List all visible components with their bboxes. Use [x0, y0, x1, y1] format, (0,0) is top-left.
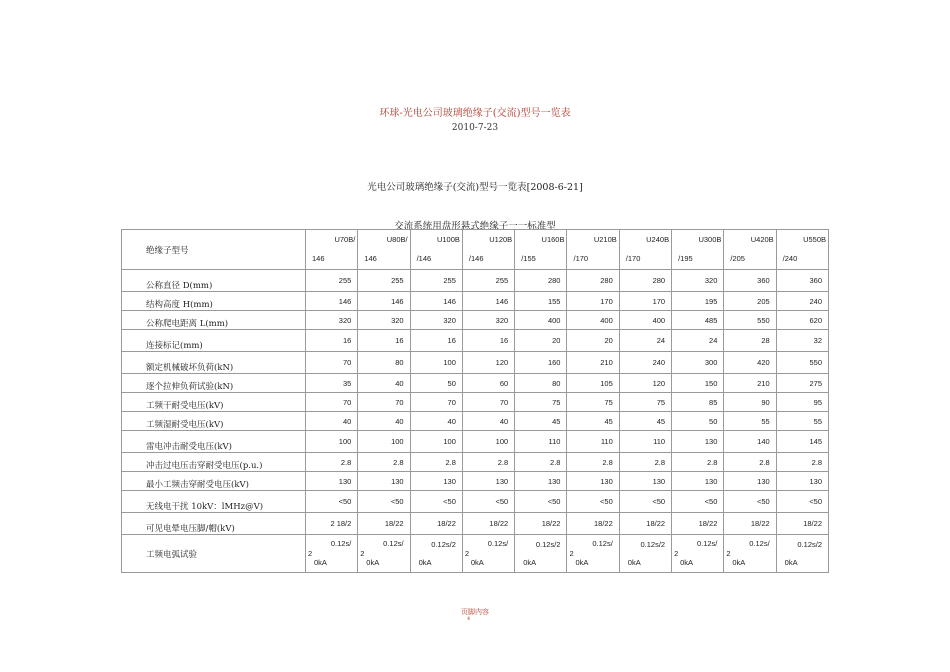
- table-cell: 420: [724, 352, 776, 374]
- table-cell: 320: [672, 270, 724, 292]
- model-name: U160B: [541, 235, 565, 244]
- table-cell: 146: [358, 292, 410, 311]
- table-cell: 70: [410, 393, 462, 412]
- table-row: [122, 292, 829, 311]
- model-suffix: 146: [312, 254, 325, 263]
- model-name: U300B: [698, 235, 722, 244]
- table-cell: 146: [306, 292, 358, 311]
- row-label: 连接标记(mm): [122, 330, 306, 352]
- table-row: [122, 270, 829, 292]
- table-cell: 55: [724, 412, 776, 431]
- table-cell: 120: [619, 374, 671, 393]
- table-cell: 18/22: [462, 513, 514, 535]
- table-caption: 交流系统用盘形悬式绝缘子一一标准型: [394, 221, 556, 232]
- arc-current: 0kA: [680, 558, 694, 567]
- row-label: 结构高度 H(mm): [122, 292, 306, 311]
- row-label: 工频电弧试验: [122, 535, 306, 573]
- table-cell: 105: [567, 374, 619, 393]
- table-cell: 18/22: [515, 513, 567, 535]
- table-cell: 24: [672, 330, 724, 352]
- table-cell: 40: [410, 412, 462, 431]
- table-cell: 100: [410, 431, 462, 453]
- table-cell: 2.8: [462, 453, 514, 472]
- table-row: [122, 491, 829, 513]
- table-cell: 195: [672, 292, 724, 311]
- model-name: U420B: [750, 235, 774, 244]
- table-cell: 146: [410, 292, 462, 311]
- table-subtitle: 光电公司玻璃绝缘子(交流)型号一览表[2008-6-21]: [367, 182, 583, 193]
- arc-current: 0kA: [470, 558, 484, 567]
- table-row: [122, 330, 829, 352]
- model-header-cell: [306, 230, 358, 270]
- table-cell: 100: [358, 431, 410, 453]
- arc-duration: 0.12s/2: [797, 539, 822, 549]
- page-footer: 页脚内容: [461, 608, 489, 616]
- model-name: U100B: [436, 235, 460, 244]
- table-cell: 240: [619, 352, 671, 374]
- table-cell: 130: [724, 472, 776, 491]
- table-cell: 130: [515, 472, 567, 491]
- table-cell: [462, 535, 514, 573]
- model-suffix: /240: [782, 254, 798, 263]
- table-cell: [776, 535, 828, 573]
- table-cell: 18/22: [776, 513, 828, 535]
- arc-prefix: 2: [726, 549, 731, 558]
- table-cell: 60: [462, 374, 514, 393]
- table-cell: 2.8: [358, 453, 410, 472]
- table-cell: 18/22: [619, 513, 671, 535]
- table-cell: 24: [619, 330, 671, 352]
- arc-prefix: 2: [360, 549, 365, 558]
- table-cell: [567, 535, 619, 573]
- table-cell: 2.8: [619, 453, 671, 472]
- table-cell: <50: [358, 491, 410, 513]
- table-cell: <50: [567, 491, 619, 513]
- document-title: 环球-光电公司玻璃绝缘子(交流)型号一览表: [379, 108, 571, 119]
- arc-duration: 0.12s/2: [535, 539, 561, 549]
- table-cell: 360: [776, 270, 828, 292]
- table-cell: 255: [306, 270, 358, 292]
- model-name: U70B/: [334, 235, 356, 244]
- table-cell: 16: [306, 330, 358, 352]
- table-cell: 18/22: [724, 513, 776, 535]
- table-cell: 320: [306, 311, 358, 330]
- table-cell: 130: [619, 472, 671, 491]
- row-label: 雷电冲击耐受电压(kV): [122, 431, 306, 453]
- table-cell: 280: [567, 270, 619, 292]
- table-cell: 35: [306, 374, 358, 393]
- table-cell: <50: [515, 491, 567, 513]
- table-cell: 255: [358, 270, 410, 292]
- table-cell: 620: [776, 311, 828, 330]
- table-cell: 400: [567, 311, 619, 330]
- table-cell: <50: [724, 491, 776, 513]
- row-label: 可见电晕电压脚/帽(kV): [122, 513, 306, 535]
- table-cell: <50: [672, 491, 724, 513]
- table-cell: 16: [462, 330, 514, 352]
- table-cell: 55: [776, 412, 828, 431]
- table-cell: 2.8: [410, 453, 462, 472]
- table-cell: <50: [619, 491, 671, 513]
- document-date: 2010-7-23: [451, 123, 499, 133]
- table-cell: 300: [672, 352, 724, 374]
- table-cell: 400: [619, 311, 671, 330]
- table-cell: <50: [306, 491, 358, 513]
- model-suffix: /170: [625, 254, 641, 263]
- table-cell: <50: [462, 491, 514, 513]
- arc-duration: 0.12s/: [749, 539, 770, 548]
- model-suffix: /146: [468, 254, 484, 263]
- table-cell: 85: [672, 393, 724, 412]
- table-cell: 140: [724, 431, 776, 453]
- table-cell: 130: [776, 472, 828, 491]
- table-cell: 20: [515, 330, 567, 352]
- table-cell: 130: [672, 431, 724, 453]
- table-cell: 130: [410, 472, 462, 491]
- table-row: [122, 453, 829, 472]
- row-label: 工频干耐受电压(kV): [122, 393, 306, 412]
- model-header-cell: [619, 230, 671, 270]
- row-label: 额定机械破坏负荷(kN): [122, 352, 306, 374]
- table-cell: 18/22: [672, 513, 724, 535]
- table-cell: 80: [358, 352, 410, 374]
- table-row: [122, 374, 829, 393]
- table-cell: 170: [619, 292, 671, 311]
- insulator-spec-table: [121, 229, 829, 573]
- table-cell: 2.8: [306, 453, 358, 472]
- table-cell: 45: [567, 412, 619, 431]
- table-cell: 95: [776, 393, 828, 412]
- table-cell: 100: [462, 431, 514, 453]
- table-cell: 90: [724, 393, 776, 412]
- table-cell: 16: [358, 330, 410, 352]
- model-header-cell: [515, 230, 567, 270]
- table-cell: 2 18/2: [306, 513, 358, 535]
- table-row: [122, 393, 829, 412]
- table-cell: 145: [776, 431, 828, 453]
- table-cell: [358, 535, 410, 573]
- table-cell: 110: [619, 431, 671, 453]
- table-cell: 170: [567, 292, 619, 311]
- table-cell: 70: [306, 352, 358, 374]
- table-row: [122, 513, 829, 535]
- table-cell: 255: [462, 270, 514, 292]
- table-cell: 280: [619, 270, 671, 292]
- model-suffix: /146: [416, 254, 432, 263]
- table-cell: 70: [358, 393, 410, 412]
- table-cell: 70: [462, 393, 514, 412]
- table-cell: 146: [462, 292, 514, 311]
- table-cell: 40: [358, 374, 410, 393]
- table-cell: 160: [515, 352, 567, 374]
- arc-duration: 0.12s/: [487, 539, 509, 548]
- model-suffix: /170: [573, 254, 589, 263]
- arc-duration: 0.12s/2: [640, 539, 666, 549]
- model-suffix: /195: [678, 254, 693, 263]
- arc-current: 0kA: [575, 558, 589, 567]
- table-cell: 120: [462, 352, 514, 374]
- header-label: 绝缘子型号: [122, 230, 306, 270]
- table-cell: 2.8: [724, 453, 776, 472]
- table-row-arc-test: [122, 535, 829, 573]
- table-cell: 2.8: [515, 453, 567, 472]
- table-cell: 45: [619, 412, 671, 431]
- row-label: 公称直径 D(mm): [122, 270, 306, 292]
- model-name: U120B: [489, 235, 513, 244]
- arc-duration: 0.12s/2: [431, 539, 456, 549]
- table-cell: 275: [776, 374, 828, 393]
- table-cell: <50: [776, 491, 828, 513]
- arc-current: 0kA: [784, 557, 798, 567]
- table-cell: 2.8: [567, 453, 619, 472]
- table-cell: 40: [358, 412, 410, 431]
- table-cell: 130: [567, 472, 619, 491]
- table-cell: 130: [462, 472, 514, 491]
- arc-prefix: 2: [308, 549, 313, 558]
- arc-current: 0kA: [366, 558, 380, 567]
- table-cell: 18/22: [567, 513, 619, 535]
- table-cell: <50: [410, 491, 462, 513]
- row-label: 无线电干扰 10kV：lMHz@V): [122, 491, 306, 513]
- table-cell: 50: [672, 412, 724, 431]
- table-cell: 130: [306, 472, 358, 491]
- model-name: U80B/: [386, 235, 408, 244]
- table-cell: [619, 535, 671, 573]
- arc-prefix: 2: [464, 549, 470, 558]
- arc-current: 0kA: [523, 557, 537, 567]
- table-cell: 16: [410, 330, 462, 352]
- table-cell: 75: [619, 393, 671, 412]
- table-cell: 80: [515, 374, 567, 393]
- arc-current: 0kA: [314, 558, 327, 567]
- table-row: [122, 311, 829, 330]
- table-cell: 110: [515, 431, 567, 453]
- model-header-cell: [410, 230, 462, 270]
- table-cell: 255: [410, 270, 462, 292]
- model-name: U240B: [646, 235, 670, 244]
- model-suffix: /205: [730, 254, 745, 263]
- table-cell: 75: [567, 393, 619, 412]
- table-cell: 45: [515, 412, 567, 431]
- table-cell: 70: [306, 393, 358, 412]
- table-cell: [672, 535, 724, 573]
- table-cell: 210: [724, 374, 776, 393]
- table-cell: 205: [724, 292, 776, 311]
- model-header-cell: [776, 230, 828, 270]
- row-label: 冲击过电压击穿耐受电压(p.u.): [122, 453, 306, 472]
- table-cell: [410, 535, 462, 573]
- table-cell: 320: [358, 311, 410, 330]
- arc-duration: 0.12s/: [696, 539, 718, 548]
- table-cell: 240: [776, 292, 828, 311]
- model-name: U550B: [803, 235, 826, 244]
- table-cell: 28: [724, 330, 776, 352]
- table-cell: 100: [410, 352, 462, 374]
- table-cell: 110: [567, 431, 619, 453]
- table-cell: 320: [462, 311, 514, 330]
- table-cell: 485: [672, 311, 724, 330]
- table-cell: 280: [515, 270, 567, 292]
- table-cell: 550: [776, 352, 828, 374]
- row-label: 工频湿耐受电压(kV): [122, 412, 306, 431]
- table-cell: 2.8: [672, 453, 724, 472]
- table-row: [122, 412, 829, 431]
- table-cell: 40: [306, 412, 358, 431]
- table-cell: 75: [515, 393, 567, 412]
- table-cell: [515, 535, 567, 573]
- table-cell: 130: [672, 472, 724, 491]
- model-header-cell: [358, 230, 410, 270]
- table-cell: 50: [410, 374, 462, 393]
- table-cell: 100: [306, 431, 358, 453]
- arc-duration: 0.12s/: [330, 539, 352, 548]
- arc-duration: 0.12s/: [592, 539, 613, 548]
- row-label: 最小工频击穿耐受电压(kV): [122, 472, 306, 491]
- arc-duration: 0.12s/: [383, 539, 404, 548]
- table-cell: 20: [567, 330, 619, 352]
- table-cell: 155: [515, 292, 567, 311]
- table-row: [122, 472, 829, 491]
- table-header-row: [122, 230, 829, 270]
- table-cell: 400: [515, 311, 567, 330]
- table-cell: 360: [724, 270, 776, 292]
- table-cell: 320: [410, 311, 462, 330]
- model-name: U210B: [593, 235, 617, 244]
- model-header-cell: [672, 230, 724, 270]
- table-cell: 32: [776, 330, 828, 352]
- table-cell: 130: [358, 472, 410, 491]
- table-row: [122, 431, 829, 453]
- arc-current: 0kA: [418, 557, 432, 567]
- model-header-cell: [462, 230, 514, 270]
- arc-current: 0kA: [732, 558, 746, 567]
- table-row: [122, 352, 829, 374]
- table-cell: 40: [462, 412, 514, 431]
- page-number: 4: [467, 616, 471, 622]
- model-header-cell: [724, 230, 776, 270]
- table-cell: 18/22: [358, 513, 410, 535]
- arc-prefix: 2: [569, 549, 574, 558]
- table-cell: [724, 535, 776, 573]
- model-suffix: /155: [521, 254, 536, 263]
- table-cell: [306, 535, 358, 573]
- table-cell: 18/22: [410, 513, 462, 535]
- arc-current: 0kA: [627, 557, 641, 567]
- row-label: 公称爬电距离 L(mm): [122, 311, 306, 330]
- model-suffix: 146: [364, 254, 377, 263]
- arc-prefix: 2: [674, 549, 679, 558]
- table-cell: 550: [724, 311, 776, 330]
- model-header-cell: [567, 230, 619, 270]
- row-label: 逐个拉伸负荷试验(kN): [122, 374, 306, 393]
- table-cell: 150: [672, 374, 724, 393]
- table-cell: 210: [567, 352, 619, 374]
- table-cell: 2.8: [776, 453, 828, 472]
